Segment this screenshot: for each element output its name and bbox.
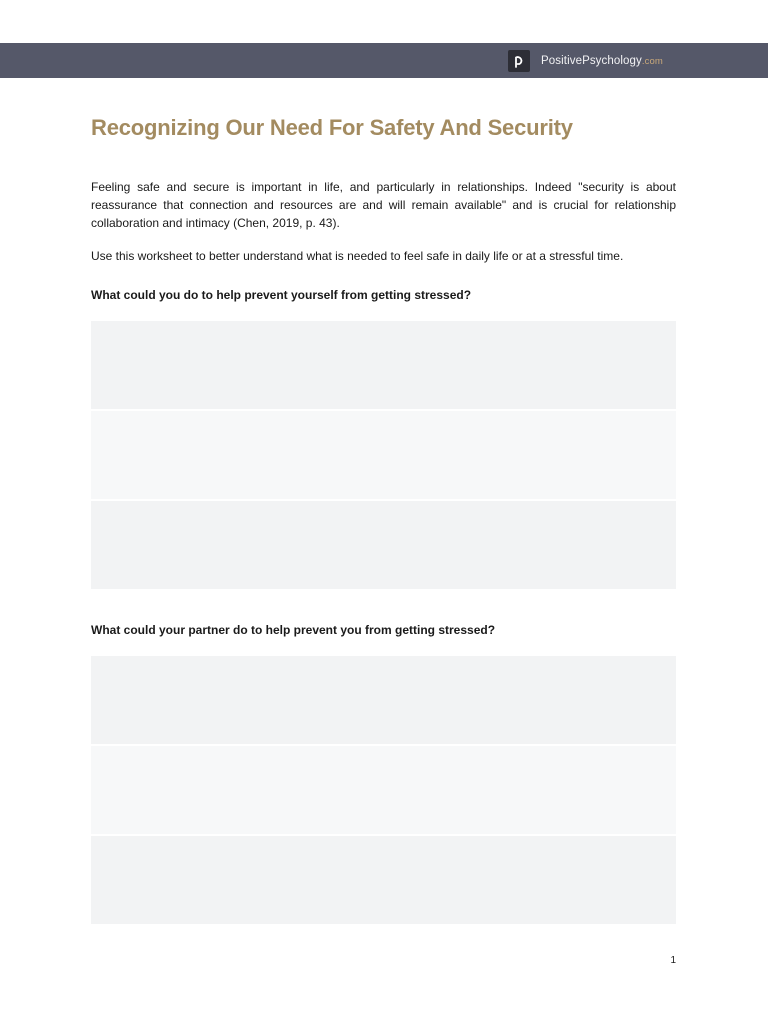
answer-box[interactable] bbox=[91, 656, 676, 744]
instruction-paragraph: Use this worksheet to better understand what is needed to feel safe in daily life or at a stressful time. bbox=[91, 249, 624, 263]
answer-box[interactable] bbox=[91, 501, 676, 589]
brand[interactable] bbox=[508, 50, 663, 72]
header-bar bbox=[0, 43, 768, 78]
answer-group-2 bbox=[91, 656, 676, 926]
intro-paragraph: Feeling safe and secure is important in life, and particularly in relationships. Indeed "security is about reassurance that connection and resources are and will remain available" and is crucial for relationship collaboration and intimacy (Chen, 2019, p. 43). bbox=[91, 180, 676, 230]
brand-name bbox=[541, 55, 663, 67]
page-number: 1 bbox=[670, 955, 676, 966]
question-1: What could you do to help prevent yourself from getting stressed? bbox=[91, 288, 472, 302]
answer-box[interactable] bbox=[91, 321, 676, 409]
answer-box[interactable] bbox=[91, 836, 676, 924]
brand-tld: .com bbox=[641, 56, 663, 67]
answer-group-1 bbox=[91, 321, 676, 591]
positive-psychology-p-logo-icon bbox=[508, 50, 530, 72]
answer-box[interactable] bbox=[91, 746, 676, 834]
question-2: What could your partner do to help prevent you from getting stressed? bbox=[91, 623, 496, 637]
answer-box[interactable] bbox=[91, 411, 676, 499]
page-title: Recognizing Our Need For Safety And Security bbox=[91, 115, 573, 140]
brand-name-text: PositivePsychology bbox=[541, 55, 642, 67]
